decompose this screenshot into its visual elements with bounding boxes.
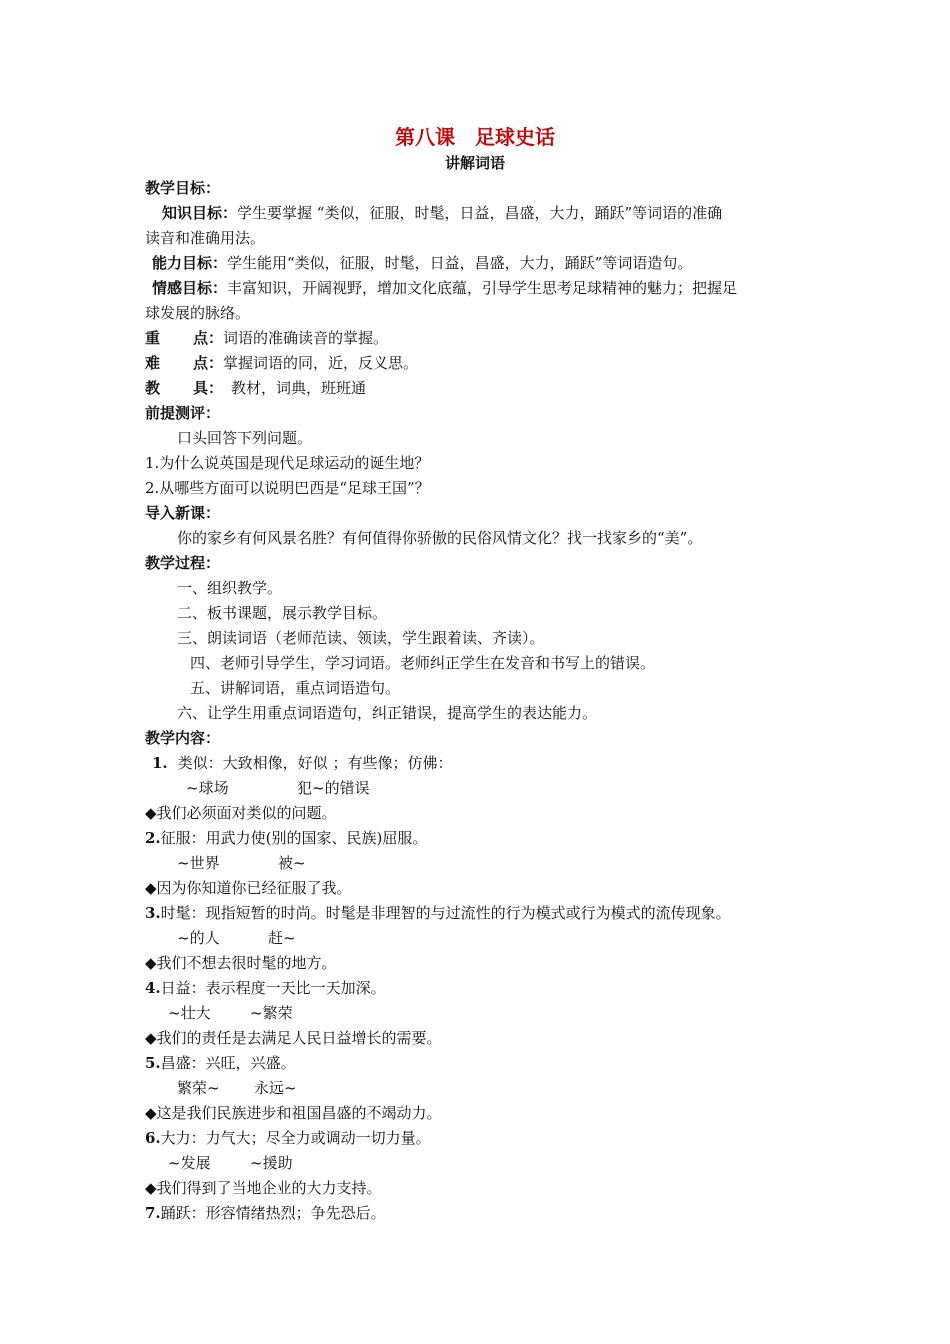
content-heading: 教学内容：: [145, 729, 221, 747]
vocab-def-text: 大力：力气大；尽全力或调动一切力量。: [160, 1129, 431, 1147]
vocab-definition: [145, 828, 427, 848]
vocab-example-2: ~繁荣: [250, 1004, 293, 1022]
emotion-goal-label: 情感目标：: [152, 279, 228, 297]
key-point-line: [145, 328, 388, 348]
ability-goal-text: 学生能用“类似，征服，时髦，日益，昌盛，大力，踊跃”等词语造句。: [227, 254, 693, 272]
vocab-number: 4.: [145, 979, 161, 997]
vocab-sentence: ◆我们不想去很时髦的地方。: [145, 954, 337, 972]
vocab-number: 5.: [145, 1054, 161, 1072]
vocab-sentence: ◆这是我们民族进步和祖国昌盛的不竭动力。: [145, 1104, 442, 1122]
vocab-definition: [145, 1053, 296, 1073]
process-step: 三、朗读词语（老师范读、领读，学生跟着读、齐读）。: [177, 629, 545, 647]
emotion-goal-text: 丰富知识，开阔视野，增加文化底蕴，引导学生思考足球精神的魅力；把握足: [227, 279, 738, 297]
page-title: 第八课 足球史话: [395, 125, 555, 149]
process-step: 六、让学生用重点词语造句，纠正错误，提高学生的表达能力。: [177, 704, 598, 722]
difficulty-label-b: 点：: [193, 354, 224, 372]
knowledge-goal-line: [162, 203, 722, 223]
vocab-def-text: 日益：表示程度一天比一天加深。: [160, 979, 386, 997]
goals-heading: 教学目标：: [145, 179, 221, 197]
vocab-example-2: 赶~: [268, 929, 296, 947]
vocab-definition: [145, 1203, 386, 1223]
process-heading: 教学过程：: [145, 554, 221, 572]
emotion-goal-line: [152, 278, 737, 298]
vocab-number: 2.: [145, 829, 161, 847]
process-step: 五、讲解词语，重点词语造句。: [190, 679, 401, 697]
vocab-sentence: ◆我们得到了当地企业的大力支持。: [145, 1179, 382, 1197]
vocab-example-1: ~发展: [168, 1154, 211, 1172]
pretest-heading: 前提测评：: [145, 404, 221, 422]
intro-heading: 导入新课：: [145, 504, 221, 522]
knowledge-goal-text-cont: 读音和准确用法。: [145, 229, 266, 247]
vocab-number: 6.: [145, 1129, 161, 1147]
vocab-def-text: 踊跃：形容情绪热烈；争先恐后。: [160, 1204, 386, 1222]
tools-label-b: 具：: [193, 379, 224, 397]
vocab-example-2: 永远~: [254, 1079, 297, 1097]
tools-label-a: 教: [145, 379, 161, 397]
pretest-intro: 口头回答下列问题。: [177, 429, 313, 447]
vocab-def-text: 昌盛：兴旺，兴盛。: [160, 1054, 296, 1072]
key-point-label-a: 重: [145, 329, 161, 347]
vocab-def-text: 时髦：现指短暂的时尚。时髦是非理智的与过流性的行为模式或行为模式的流传现象。: [160, 904, 731, 922]
process-step: 二、板书课题，展示教学目标。: [177, 604, 388, 622]
vocab-example-1: ~的人: [177, 929, 220, 947]
page-subtitle: 讲解词语: [444, 154, 505, 172]
pretest-question-1: 1.为什么说英国是现代足球运动的诞生地？: [145, 454, 430, 472]
vocab-example-1: 繁荣~: [177, 1079, 220, 1097]
knowledge-goal-text: 学生要掌握 “类似，征服，时髦，日益，昌盛，大力，踊跃”等词语的准确: [237, 204, 723, 222]
process-step: 一、组织教学。: [177, 579, 283, 597]
vocab-sentence: ◆因为你知道你已经征服了我。: [145, 879, 352, 897]
vocab-def-text: 类似：大致相像，好似 ；有些像；仿佛：: [177, 754, 453, 772]
vocab-sentence: ◆我们的责任是去满足人民日益增长的需要。: [145, 1029, 442, 1047]
vocab-number: 7.: [145, 1204, 161, 1222]
ability-goal-line: [152, 253, 692, 273]
vocab-example-2: 被~: [278, 854, 306, 872]
key-point-label-b: 点：: [193, 329, 224, 347]
vocab-sentence: ◆我们必须面对类似的问题。: [145, 804, 337, 822]
tools-text: 教材，词典，班班通: [231, 379, 367, 397]
vocab-example-1: ~球场: [186, 779, 229, 797]
knowledge-goal-label: 知识目标：: [162, 204, 238, 222]
vocab-definition: [145, 1128, 431, 1148]
vocab-example-2: ~援助: [250, 1154, 293, 1172]
vocab-def-text: 征服：用武力使(别的国家、民族)屈服。: [160, 829, 428, 847]
vocab-number: 1.: [152, 754, 168, 772]
key-point-text: 词语的准确读音的掌握。: [223, 329, 389, 347]
vocab-definition: [145, 903, 731, 923]
difficulty-text: 掌握词语的同，近，反义思。: [223, 354, 419, 372]
vocab-definition: [145, 978, 386, 998]
process-step: 四、老师引导学生，学习词语。老师纠正学生在发音和书写上的错误。: [190, 654, 656, 672]
intro-text: 你的家乡有何风景名胜？有何值得你骄傲的民俗风情文化？找一找家乡的“美”。: [177, 529, 703, 547]
ability-goal-label: 能力目标：: [152, 254, 228, 272]
difficulty-line: [145, 353, 418, 373]
vocab-number: 3.: [145, 904, 161, 922]
tools-line: [145, 378, 366, 398]
vocab-definition: [152, 753, 452, 773]
vocab-example-1: ~世界: [177, 854, 220, 872]
vocab-example-1: ~壮大: [168, 1004, 211, 1022]
pretest-question-2: 2.从哪些方面可以说明巴西是“足球王国”？: [145, 479, 430, 497]
vocab-example-2: 犯~的错误: [297, 779, 370, 797]
difficulty-label-a: 难: [145, 354, 161, 372]
emotion-goal-text-cont: 球发展的脉络。: [145, 304, 251, 322]
